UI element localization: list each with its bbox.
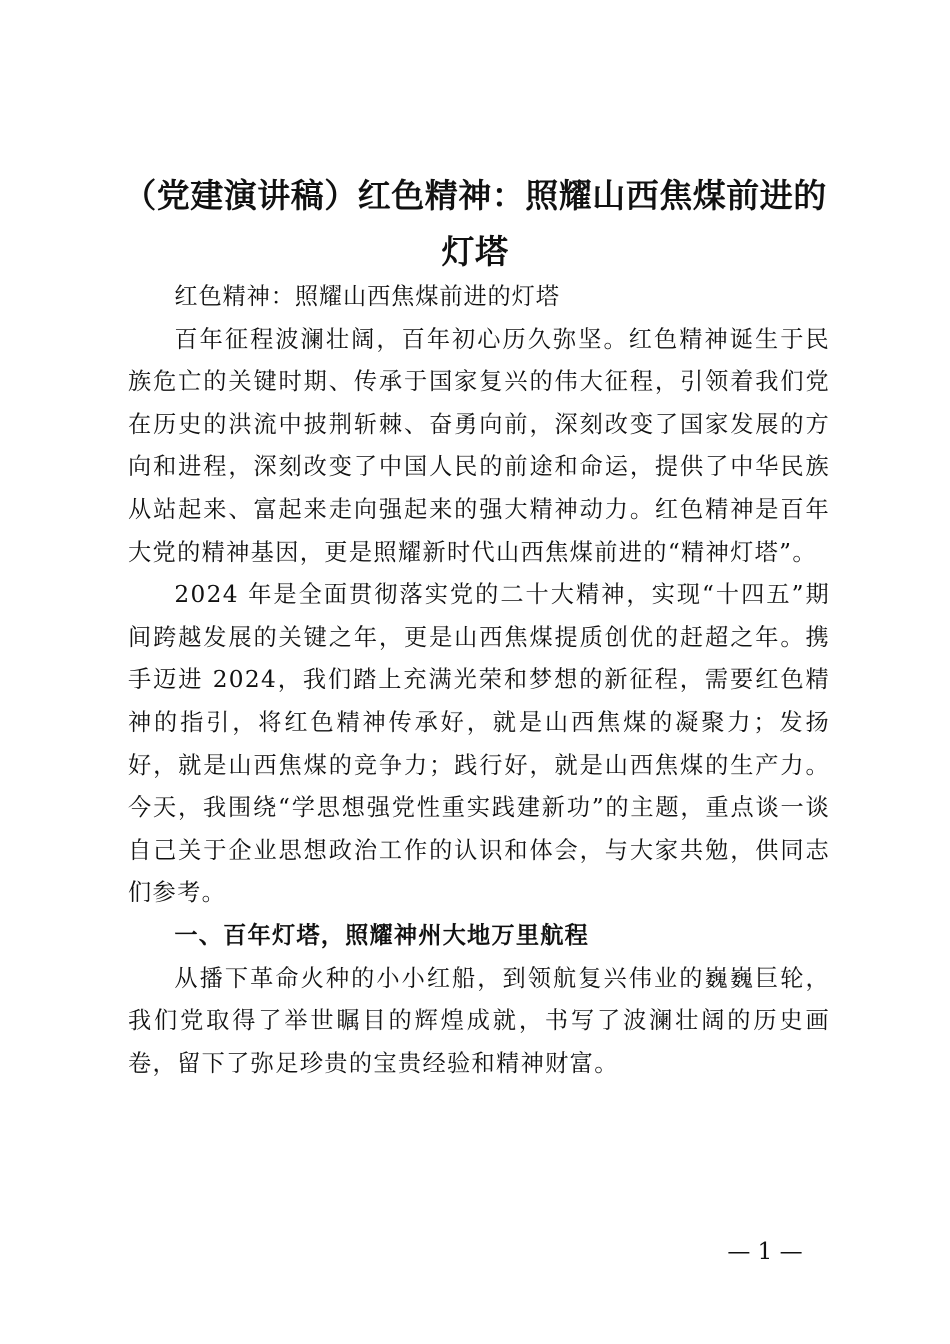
body-paragraph-1: 百年征程波澜壮阔，百年初心历久弥坚。红色精神诞生于民族危亡的关键时期、传承于国家复兴的伟大征程，引领着我们党在历史的洪流中披荆斩棘、奋勇向前，深刻改变了国家发展的方向和进程，深刻改变了中国人民的前途和命运，提供了中华民族从站起来、富起来走向强起来的强大精神动力。红色精神是百年大党的精神基因，更是照耀新时代山西焦煤前进的“精神灯塔”。 <box>128 325 830 566</box>
section-paragraph: 从播下革命火种的小小红船，到领航复兴伟业的巍巍巨轮，我们党取得了举世瞩目的辉煌成就，书写了波澜壮阔的历史画卷，留下了弥足珍贵的宝贵经验和精神财富。 <box>128 964 830 1077</box>
section-heading: 一、百年灯塔，照耀神州大地万里航程 <box>174 921 589 949</box>
document-subtitle: 红色精神：照耀山西焦煤前进的灯塔 <box>174 283 560 310</box>
page-number: — 1 — <box>727 1239 803 1265</box>
body-paragraph-2: 2024 年是全面贯彻落实党的二十大精神，实现“十四五”期间跨越发展的关键之年，更是山西焦煤提质创优的赶超之年。携手迈进 2024，我们踏上充满光荣和梦想的新征程，需要红色精神的指引，将红色精神传承好，就是山西焦煤的凝聚力；发扬好，就是山西焦煤的竞争力；践行好，就是山西焦煤的生产力。今天，我围绕“学思想强党性重实践建新功”的主题，重点谈一谈自己关于企业思想政治工作的认识和体会，与大家共勉，供同志们参考。 <box>128 581 830 907</box>
document-title: （党建演讲稿）红色精神：照耀山西焦煤前进的灯塔 <box>123 176 827 271</box>
document-body <box>128 276 830 1085</box>
